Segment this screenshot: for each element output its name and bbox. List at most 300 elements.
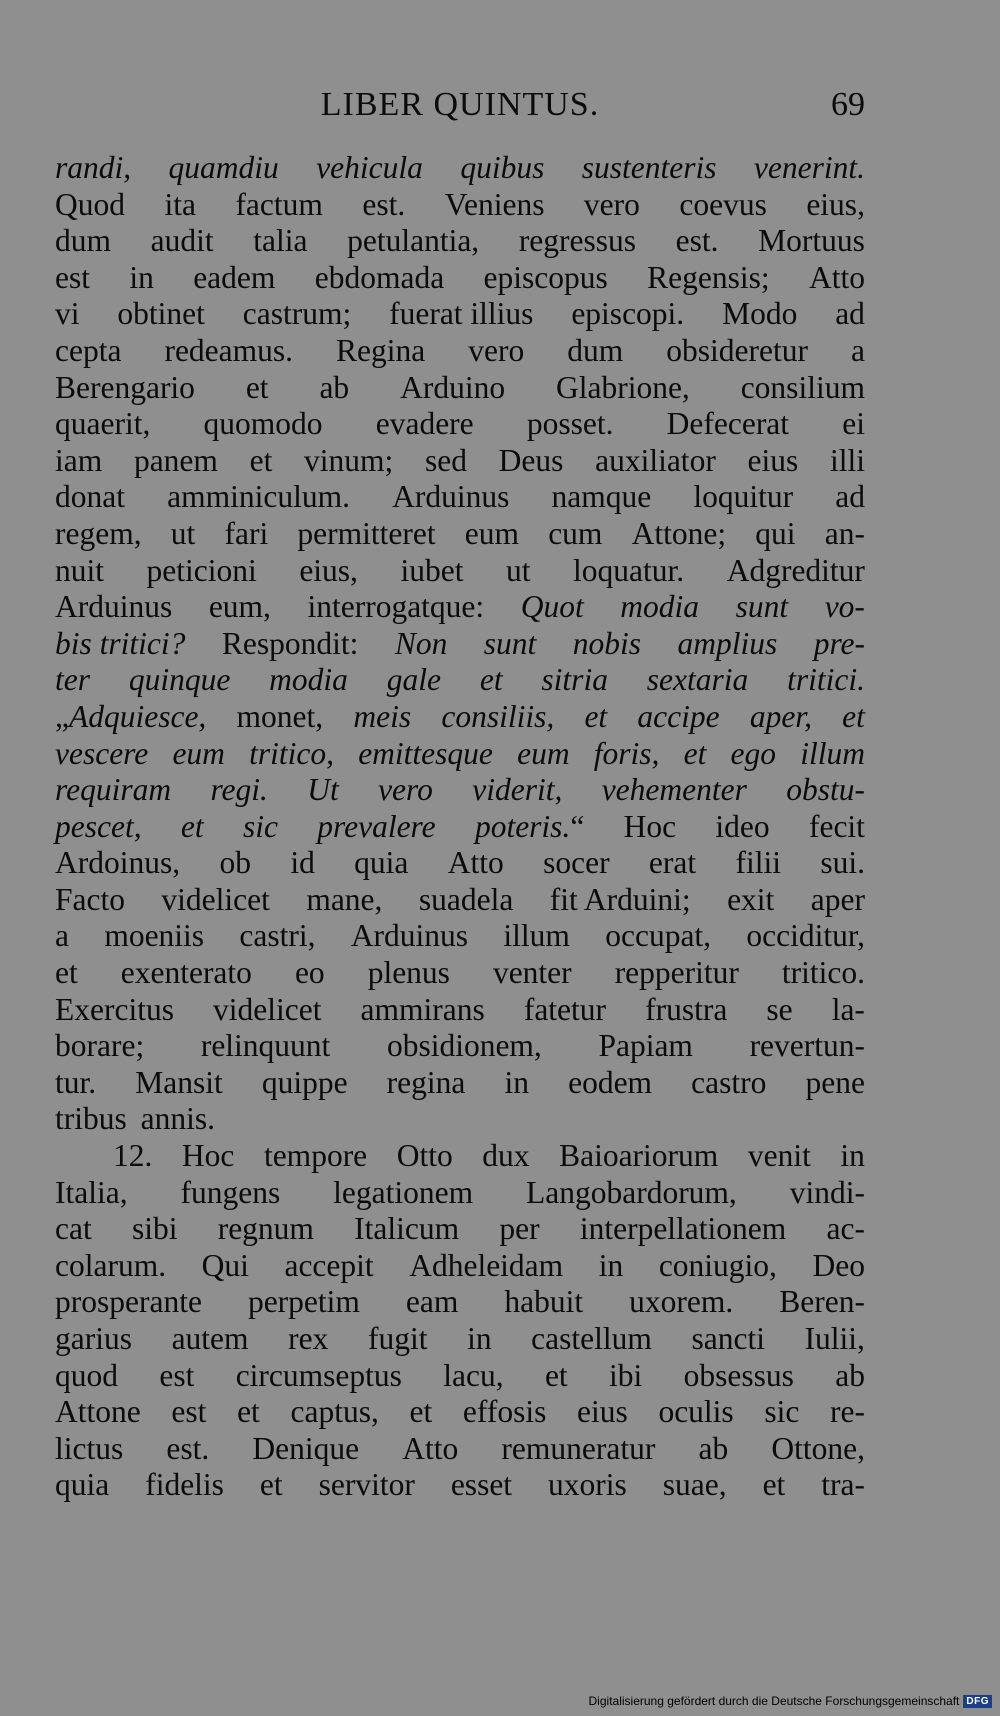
text-line: [55, 406, 865, 443]
word: gale: [386, 662, 441, 698]
word: vi: [55, 296, 80, 332]
text-line: [55, 1467, 865, 1504]
word: et: [55, 955, 78, 991]
word: quomodo: [203, 406, 323, 442]
word: occupat,: [605, 918, 712, 954]
word: et: [584, 698, 608, 734]
word: est.: [675, 223, 719, 259]
word: et: [249, 442, 273, 478]
word: regina: [386, 1064, 466, 1100]
word: coniugio,: [658, 1247, 777, 1283]
word: consiliis,: [441, 698, 555, 734]
word: sed: [424, 442, 467, 478]
word: eo: [294, 955, 325, 991]
word: Italicum: [354, 1211, 460, 1247]
text-line: [55, 626, 865, 663]
word: Italia,: [55, 1174, 128, 1210]
word: consilium: [740, 369, 865, 405]
word: sunt: [483, 625, 537, 661]
word: exit: [727, 881, 775, 917]
text-line: [55, 1394, 865, 1431]
word: nuit: [55, 552, 105, 588]
word: occiditur,: [746, 918, 865, 954]
word: Adgreditur: [726, 552, 865, 588]
word: filii: [735, 845, 781, 881]
word: tritici.: [787, 662, 865, 698]
word: quaerit,: [55, 406, 151, 442]
word: obtinet: [117, 296, 205, 332]
word: ammirans: [360, 991, 485, 1027]
word: cepta: [55, 332, 122, 368]
word: fit Arduini;: [549, 881, 691, 917]
word: in: [467, 1321, 492, 1356]
word: re-: [830, 1394, 865, 1430]
word: et: [479, 662, 503, 698]
word: aper: [810, 881, 865, 917]
word: circumseptus: [235, 1357, 402, 1393]
word: Mortuus: [758, 223, 865, 259]
word: legationem: [333, 1174, 474, 1210]
text-line: [55, 370, 865, 407]
word: regnum: [217, 1211, 314, 1247]
word: suadela: [418, 881, 514, 917]
word: donat: [55, 479, 125, 515]
word: pre-: [813, 625, 865, 661]
word: moeniis: [104, 918, 205, 954]
word: in: [129, 259, 154, 295]
word: ac-: [826, 1211, 865, 1247]
word: coevus: [679, 186, 767, 222]
word: eius,: [806, 186, 865, 222]
footer-credit: Digitalisierung gefördert durch die Deutsche Forschungsgemeinschaft: [588, 1694, 960, 1708]
word: bis tritici?: [55, 625, 186, 661]
word: vehementer: [601, 772, 747, 808]
word: socer: [543, 845, 610, 881]
word: prosperante: [55, 1284, 202, 1320]
word: eius: [747, 442, 799, 478]
word: quibus: [460, 150, 545, 185]
word: Arduinus: [55, 589, 173, 625]
word: sextaria: [646, 662, 749, 698]
word: „Adquiesce,: [55, 698, 207, 734]
word: ab: [319, 369, 350, 405]
word: permitteret: [297, 515, 436, 551]
text-line: [55, 772, 865, 809]
word: lictus: [55, 1430, 124, 1466]
word: lacu,: [443, 1357, 504, 1393]
word: Defecerat: [666, 406, 790, 442]
text-line: [55, 809, 865, 846]
word: eodem: [568, 1064, 653, 1100]
text-line: [55, 882, 865, 919]
text-line: [55, 1065, 865, 1102]
word: est: [159, 1357, 195, 1393]
word: uxorem.: [629, 1284, 734, 1320]
word: prevalere: [317, 808, 436, 844]
word: est.: [362, 186, 406, 222]
text-line: [55, 333, 865, 370]
text-line: [55, 918, 865, 955]
word: interrogatque:: [307, 589, 485, 625]
word: in: [598, 1247, 624, 1283]
word: amminiculum.: [167, 479, 350, 515]
word: episcopus: [483, 259, 608, 295]
word: Baioariorum: [559, 1138, 719, 1174]
word: erat: [648, 845, 697, 881]
text-line: [55, 1138, 865, 1175]
word: effosis: [462, 1394, 547, 1430]
text-line: [55, 992, 865, 1029]
word: nobis: [572, 625, 642, 661]
word: eum: [464, 515, 519, 551]
word: et: [237, 1394, 260, 1430]
word: ad: [835, 296, 865, 332]
word: Ardoinus,: [55, 845, 181, 881]
text-line: [55, 845, 865, 882]
word: Deo: [812, 1247, 865, 1283]
word: repperitur: [614, 955, 739, 991]
word: Exercitus: [55, 991, 174, 1027]
word: ego: [730, 735, 777, 771]
word: servitor: [318, 1467, 415, 1503]
word: et: [683, 735, 707, 771]
word: Denique: [252, 1430, 360, 1466]
text-line: [55, 1248, 865, 1285]
text-line: [55, 260, 865, 297]
word: eam: [405, 1284, 459, 1320]
word: quod: [55, 1357, 118, 1393]
page-number: 69: [831, 86, 865, 123]
word: venerint.: [753, 150, 865, 185]
text-line: [55, 479, 865, 516]
word: Hoc: [623, 808, 677, 844]
word: Beren-: [779, 1284, 865, 1320]
text-line: [55, 1175, 865, 1212]
word: Papiam: [598, 1028, 693, 1064]
word: garius: [55, 1321, 132, 1356]
running-title: LIBER QUINTUS.: [320, 86, 600, 123]
word: poteris.“: [474, 808, 585, 844]
word: peticioni: [146, 552, 257, 588]
word: obsideretur: [666, 332, 808, 368]
text-line: [55, 443, 865, 480]
word: posset.: [526, 406, 614, 442]
word: borare;: [55, 1028, 145, 1064]
word: eadem: [193, 259, 276, 295]
word: vescere: [55, 735, 149, 771]
word: la-: [831, 991, 865, 1027]
word: obstu-: [786, 772, 865, 808]
word: modia: [620, 589, 700, 625]
word: Atto: [447, 845, 504, 881]
word: evadere: [375, 406, 474, 442]
word: Arduinus: [350, 918, 469, 954]
word: fuerat illius: [389, 296, 534, 332]
word: viderit,: [472, 772, 563, 808]
word: Attone: [55, 1394, 141, 1430]
word: emittesque: [358, 735, 493, 771]
word: factum: [235, 186, 323, 222]
text-line: [55, 699, 865, 736]
word: randi,: [55, 150, 132, 185]
word: ab: [835, 1357, 865, 1393]
text-line: [55, 150, 865, 187]
word: illum: [800, 735, 865, 771]
word: dux: [482, 1138, 530, 1174]
word: plenus: [367, 955, 450, 991]
word: cat: [55, 1211, 92, 1247]
word: se: [766, 991, 793, 1027]
word: in: [504, 1064, 529, 1100]
word: Arduinus: [392, 479, 510, 515]
word: et: [409, 1394, 433, 1430]
text-line: [55, 1431, 865, 1468]
word: Non: [394, 625, 448, 661]
text-line: [55, 1284, 865, 1321]
word: Regina: [336, 332, 426, 368]
text-line: [55, 296, 865, 333]
text-line: [55, 662, 865, 699]
word: videlicet: [213, 991, 322, 1027]
word: vindi-: [789, 1174, 865, 1210]
word: autem: [171, 1321, 249, 1356]
word: iubet: [400, 552, 464, 588]
word: fungens: [180, 1174, 281, 1210]
word: et: [180, 808, 204, 844]
word: eum: [172, 735, 225, 771]
text-line: [55, 1358, 865, 1395]
word: et: [842, 698, 865, 734]
word: aper,: [749, 698, 812, 734]
word: eum,: [208, 589, 271, 625]
word: episcopi.: [571, 296, 685, 332]
word: vero: [378, 772, 433, 808]
word: Deus: [498, 442, 564, 478]
text-line: [55, 589, 865, 626]
word: Modo: [722, 296, 798, 332]
word: ob: [219, 845, 251, 881]
word: modia: [269, 662, 348, 698]
word: videlicet: [161, 881, 270, 917]
word: oculis: [658, 1394, 734, 1430]
word: tempore: [263, 1138, 368, 1174]
word: talia: [253, 223, 308, 259]
word: uxoris: [548, 1467, 627, 1503]
word: quia: [55, 1467, 110, 1503]
word: Ut: [307, 772, 339, 808]
word: obsidionem,: [386, 1028, 542, 1064]
word: mane,: [306, 881, 383, 917]
word: petulantia,: [347, 223, 480, 259]
word: vehicula: [316, 150, 423, 185]
word: esset: [450, 1467, 513, 1503]
word: ab: [698, 1430, 729, 1466]
word: castri,: [239, 918, 316, 954]
word: monet,: [236, 698, 324, 734]
word: ibi: [609, 1357, 643, 1393]
word: ut: [506, 552, 531, 588]
word: loquatur.: [573, 552, 685, 588]
word: Mansit: [135, 1064, 223, 1100]
word: Berengario: [55, 369, 195, 405]
word: ut: [170, 515, 196, 551]
word: frustra: [645, 991, 728, 1027]
word: colarum.: [55, 1247, 167, 1283]
word: Quod: [55, 186, 125, 222]
word: panem: [133, 442, 218, 478]
word: regressus: [518, 223, 637, 259]
running-head: [55, 82, 865, 132]
word: Ottone,: [771, 1430, 865, 1466]
word: tritico.: [781, 955, 865, 991]
word: audit: [150, 223, 214, 259]
word: vinum;: [304, 442, 394, 478]
word: remuneratur: [501, 1430, 656, 1466]
body-text: [55, 150, 865, 1504]
word: Qui: [201, 1247, 249, 1283]
text-line: [55, 1028, 865, 1065]
word: Langobardorum,: [526, 1174, 737, 1210]
word: illi: [829, 442, 865, 478]
word: Respondit:: [221, 625, 359, 661]
word: castellum: [531, 1321, 652, 1356]
word: Regensis;: [647, 259, 770, 295]
word: suae,: [662, 1467, 727, 1503]
word: sibi: [131, 1211, 178, 1247]
word: amplius: [677, 625, 778, 661]
word: fari: [224, 515, 269, 551]
word: fatetur: [523, 991, 607, 1027]
word: Atto: [402, 1430, 459, 1466]
word: id: [290, 845, 315, 881]
word: meis: [353, 698, 412, 734]
word: ideo: [715, 808, 770, 844]
word: requiram: [55, 772, 172, 808]
word: a: [850, 332, 865, 368]
word: qui: [755, 515, 796, 551]
word: eius,: [299, 552, 358, 588]
text-line: [55, 1211, 865, 1248]
word: cum: [548, 515, 603, 551]
word: fidelis: [145, 1467, 224, 1503]
word: castrum;: [242, 296, 352, 332]
word: per: [499, 1211, 540, 1247]
word: perpetim: [247, 1284, 360, 1320]
word: an-: [824, 515, 865, 551]
word: a: [55, 918, 69, 954]
word: castro: [691, 1064, 767, 1100]
word: tritico,: [249, 735, 334, 771]
word: exenterato: [120, 955, 252, 991]
word: est: [55, 259, 90, 295]
word: Quot: [520, 589, 584, 625]
word: ebdomada: [314, 259, 445, 295]
word: Atto: [808, 259, 865, 295]
word: pene: [805, 1064, 865, 1100]
word: et: [259, 1467, 283, 1503]
word: namque: [551, 479, 652, 515]
word: ad: [835, 479, 865, 515]
word: relinquunt: [200, 1028, 331, 1064]
dfg-logo: DFG: [963, 1695, 992, 1708]
digitization-footer: [589, 1694, 992, 1708]
word: est: [171, 1394, 207, 1430]
word: eius: [577, 1394, 628, 1430]
word: redeamus.: [164, 332, 294, 368]
word: auxiliator: [595, 442, 716, 478]
text-line: [55, 516, 865, 553]
word: sustenteris: [581, 150, 717, 185]
word: sunt: [735, 589, 789, 625]
word: venter: [492, 955, 572, 991]
word: 12.: [113, 1138, 153, 1174]
word: iam: [55, 442, 103, 478]
word: habuit: [504, 1284, 584, 1320]
word: ei: [842, 406, 865, 442]
word: quinque: [128, 662, 231, 698]
word: Arduino: [400, 369, 506, 405]
word: Attone;: [631, 515, 727, 551]
word: fugit: [367, 1321, 428, 1356]
word: quia: [354, 845, 409, 881]
text-line: [55, 223, 865, 260]
word: et: [762, 1467, 786, 1503]
word: regem,: [55, 515, 142, 551]
word: foris,: [593, 735, 660, 771]
word: fecit: [808, 808, 865, 844]
word: et: [544, 1357, 568, 1393]
word: sic: [242, 808, 278, 844]
word: sui.: [820, 845, 865, 881]
word: sitria: [541, 662, 608, 698]
word: illum: [503, 918, 570, 954]
word: accipe: [637, 698, 720, 734]
word: et: [245, 369, 269, 405]
text-line: [55, 553, 865, 590]
word: rex: [288, 1321, 329, 1356]
word: tra-: [821, 1467, 865, 1503]
word: Glabrione,: [555, 369, 690, 405]
word: obsessus: [683, 1357, 794, 1393]
word: Hoc: [181, 1138, 235, 1174]
word: tur.: [55, 1064, 97, 1100]
text-line: [55, 955, 865, 992]
text-line: [55, 736, 865, 773]
word: vero: [468, 332, 525, 368]
word: Otto: [396, 1138, 453, 1174]
word: sic: [764, 1394, 800, 1430]
word: ita: [164, 186, 196, 222]
word: interpellationem: [579, 1211, 787, 1247]
word: tribus annis.: [55, 1101, 215, 1137]
word: accepit: [284, 1247, 374, 1283]
word: captus,: [290, 1394, 379, 1430]
text-line: [55, 187, 865, 224]
word: dum: [567, 332, 624, 368]
word: Iulii,: [804, 1321, 865, 1356]
word: vero: [583, 186, 640, 222]
word: loquitur: [693, 479, 794, 515]
word: ter: [55, 662, 90, 698]
word: eum: [517, 735, 570, 771]
word: Facto: [55, 881, 125, 917]
word: Adheleidam: [409, 1247, 564, 1283]
word: quippe: [261, 1064, 348, 1100]
word: venit: [747, 1138, 811, 1174]
word: pescet,: [55, 808, 142, 844]
word: vo-: [824, 589, 865, 625]
word: est.: [166, 1430, 210, 1466]
